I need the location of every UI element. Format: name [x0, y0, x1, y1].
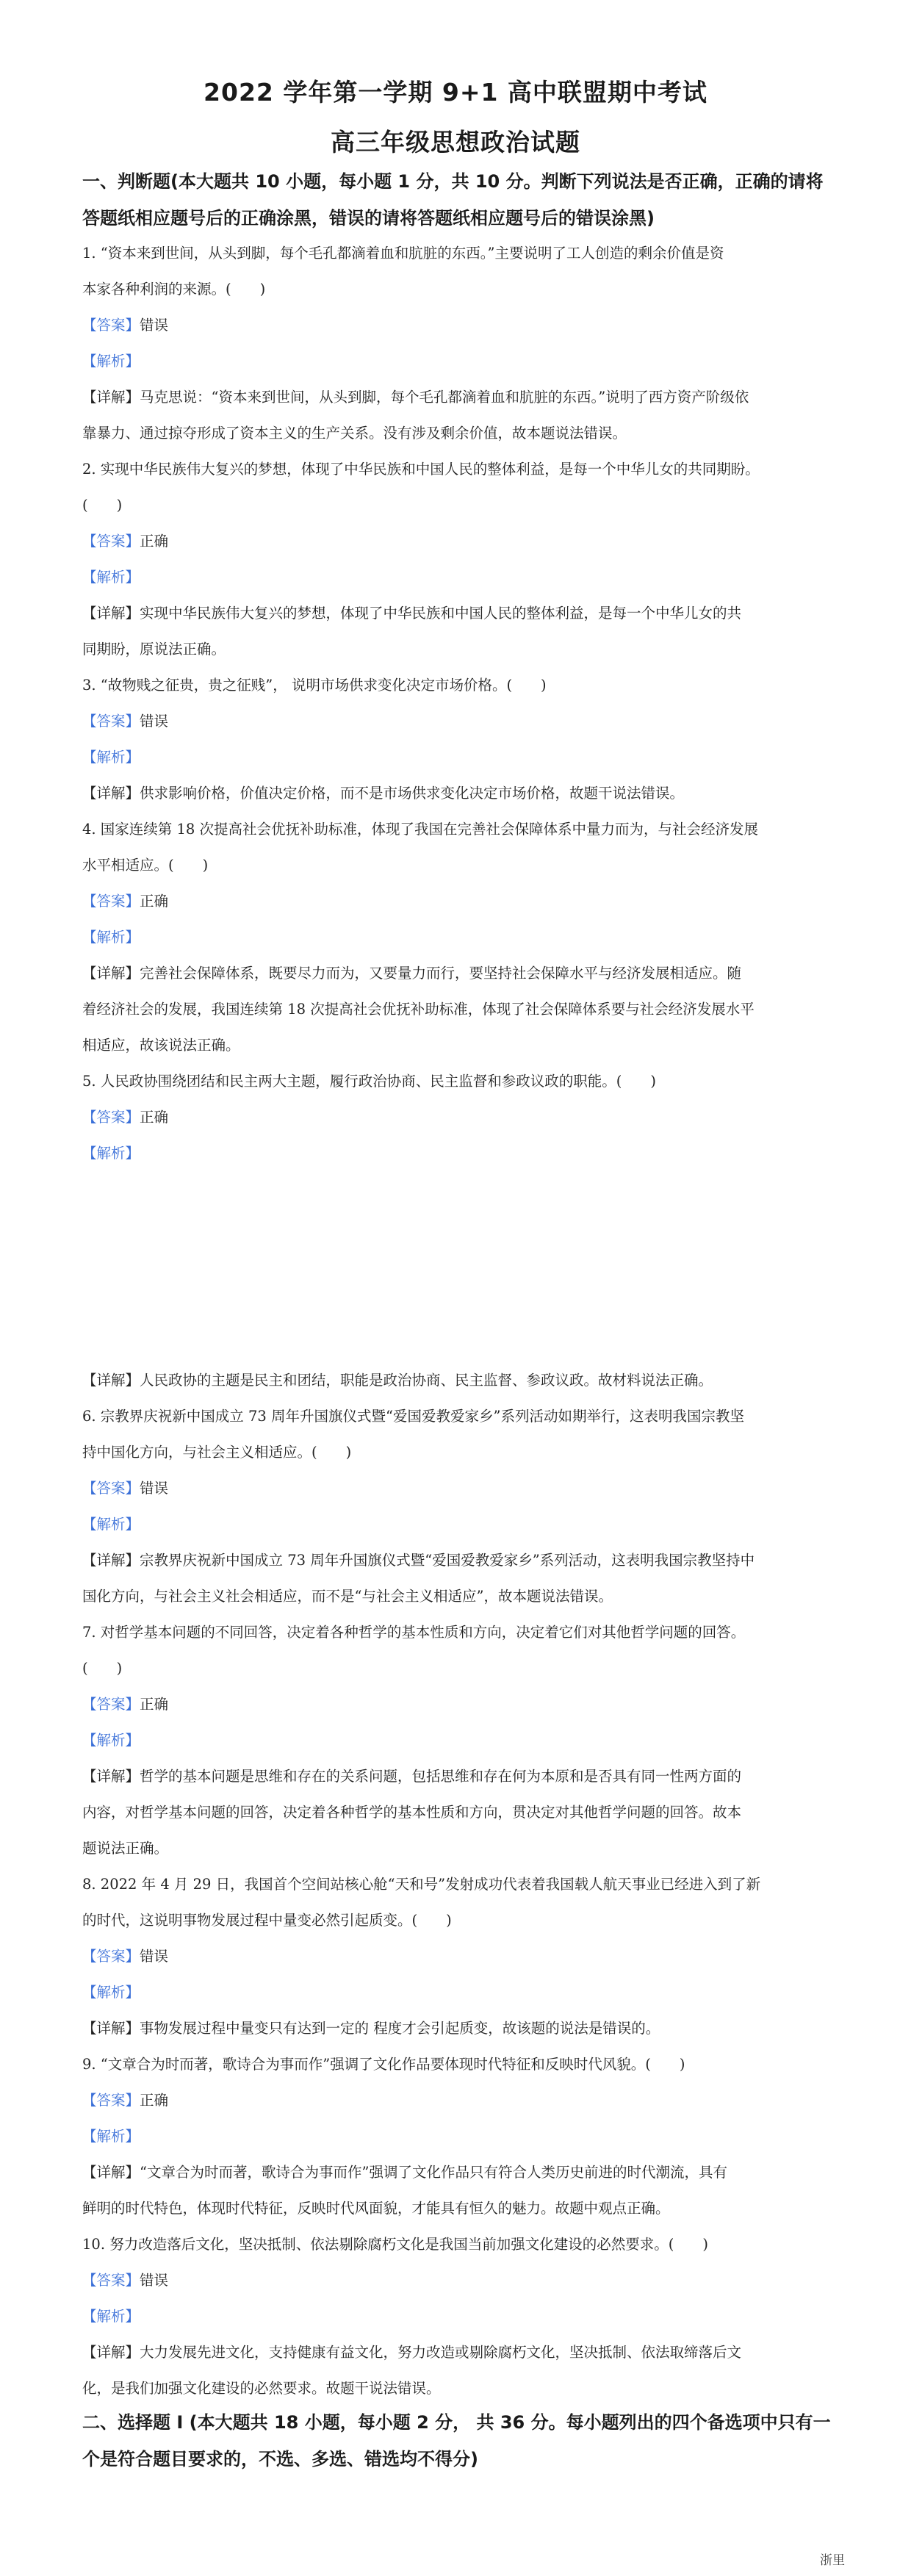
question-4-answer — [82, 891, 846, 913]
detail-text: 哲学的基本问题是思维和存在的关系问题，包括思维和存在何为本原和是否具有同一性两方面的 — [140, 1768, 742, 1785]
question-9-text-1: 9. “文章合为时而著，歌诗合为事而作”强调了文化作品要体现时代特征和反映时代风貌。( ) — [82, 2056, 685, 2073]
question-6-text-1: 6. 宗教界庆祝新中国成立 73 周年升国旗仪式暨“爱国爱教爱家乡”系列活动如期举行，这表明我国宗教坚 — [82, 1408, 744, 1425]
question-2-detail-2: 同期盼，原说法正确。 — [82, 641, 226, 658]
question-10-answer — [82, 2270, 846, 2292]
question-9-detail-2: 鲜明的时代特色，体现时代特征，反映时代风面貌，才能具有恒久的魅力。故题中观点正确。 — [82, 2200, 670, 2217]
answer-value: 正确 — [140, 2092, 169, 2109]
question-7-text-1: 7. 对哲学基本问题的不同回答，决定着各种哲学的基本性质和方向，决定着它们对其他哲学问题的回答。 — [82, 1624, 746, 1641]
question-1-answer — [82, 314, 846, 337]
section-1-heading — [82, 163, 839, 237]
answer-label: 【答案】 — [82, 1948, 140, 1965]
question-1-detail-1 — [82, 386, 846, 409]
answer-label: 【答案】 — [82, 1109, 140, 1126]
question-8-text-2: 的时代，这说明事物发展过程中量变必然引起质变。( ) — [82, 1912, 452, 1929]
section-2-heading-line2: 个是符合题目要求的，不选、多选、错选均不得分) — [82, 2449, 478, 2469]
answer-value: 正确 — [140, 893, 169, 910]
detail-text: “文章合为时而著，歌诗合为事而作”强调了文化作品只有符合人类历史前进的时代潮流，具有 — [140, 2164, 727, 2181]
question-3-text-1: 3. “故物贱之征贵，贵之征贱”， 说明市场供求变化决定市场价格。( ) — [82, 677, 547, 694]
section-1-heading-line1: 一、判断题(本大题共 10 小题，每小题 1 分，共 10 分。判断下列说法是否正确，正确的请将 — [82, 171, 824, 192]
section-2-heading-line1: 二、选择题 I (本大题共 18 小题，每小题 2 分， 共 36 分。每小题列出的四个备选项中只有一 — [82, 2412, 831, 2433]
answer-value: 错误 — [140, 1948, 169, 1965]
question-2-analysis-label: 【解析】 — [82, 569, 140, 586]
question-3-detail-1 — [82, 782, 846, 805]
detail-text: 宗教界庆祝新中国成立 73 周年升国旗仪式暨“爱国爱教爱家乡”系列活动，这表明我国宗教坚持中 — [140, 1552, 755, 1569]
question-8-detail-1 — [82, 2018, 846, 2040]
detail-text: 事物发展过程中量变只有达到一定的 程度才会引起质变，故该题的说法是错误的。 — [140, 2020, 660, 2037]
question-4-detail-1 — [82, 963, 846, 985]
answer-value: 正确 — [140, 1696, 169, 1713]
question-7-text-2: ( ) — [82, 1660, 123, 1677]
question-10-detail-1 — [82, 2342, 846, 2364]
question-4-analysis-label: 【解析】 — [82, 929, 140, 946]
detail-label: 【详解】 — [82, 2164, 140, 2181]
question-1-text-2: 本家各种利润的来源。( ) — [82, 281, 266, 298]
detail-text: 马克思说：“资本来到世间，从头到脚，每个毛孔都滴着血和肮脏的东西。”说明了西方资产阶级依 — [140, 389, 749, 406]
answer-label: 【答案】 — [82, 2092, 140, 2109]
footer-watermark-text: 浙里 — [820, 2553, 845, 2568]
answer-label: 【答案】 — [82, 317, 140, 334]
detail-label: 【详解】 — [82, 785, 140, 802]
question-2-detail-1 — [82, 602, 846, 625]
answer-label: 【答案】 — [82, 893, 140, 910]
answer-label: 【答案】 — [82, 713, 140, 730]
detail-label: 【详解】 — [82, 2344, 140, 2361]
question-1-analysis-label: 【解析】 — [82, 353, 140, 370]
question-2-answer — [82, 530, 846, 553]
question-6-detail-2: 国化方向，与社会主义社会相适应，而不是“与社会主义相适应”，故本题说法错误。 — [82, 1588, 613, 1605]
question-9-detail-1 — [82, 2162, 846, 2184]
detail-text: 大力发展先进文化，支持健康有益文化，努力改造或剔除腐朽文化，坚决抵制、依法取缔落后文 — [140, 2344, 742, 2361]
question-7-analysis-label: 【解析】 — [82, 1732, 140, 1749]
answer-value: 错误 — [140, 713, 169, 730]
question-9-answer — [82, 2090, 846, 2112]
question-8-text-1: 8. 2022 年 4 月 29 日，我国首个空间站核心舱“天和号”发射成功代表着我国载人航天事业已经进入到了新 — [82, 1876, 761, 1893]
question-7-detail-3: 题说法正确。 — [82, 1840, 169, 1857]
question-2-text-2: ( ) — [82, 497, 123, 514]
answer-label: 【答案】 — [82, 1696, 140, 1713]
answer-label: 【答案】 — [82, 2272, 140, 2289]
answer-value: 错误 — [140, 2272, 169, 2289]
question-9-analysis-label: 【解析】 — [82, 2128, 140, 2145]
question-3-analysis-label: 【解析】 — [82, 749, 140, 766]
question-4-detail-3: 相适应，故该说法正确。 — [82, 1037, 240, 1054]
question-10-analysis-label: 【解析】 — [82, 2308, 140, 2325]
question-8-answer — [82, 1946, 846, 1968]
exam-title: 2022 学年第一学期 9+1 高中联盟期中考试 — [204, 78, 707, 107]
question-1-text-1: 1. “资本来到世间，从头到脚，每个毛孔都滴着血和肮脏的东西。”主要说明了工人创造的剩余价值是资 — [82, 245, 724, 262]
question-4-detail-2: 着经济社会的发展，我国连续第 18 次提高社会优抚补助标准，体现了社会保障体系要与社会经济发展水平 — [82, 1001, 755, 1018]
detail-label: 【详解】 — [82, 965, 140, 982]
answer-value: 错误 — [140, 317, 169, 334]
answer-label: 【答案】 — [82, 1480, 140, 1497]
answer-value: 正确 — [140, 533, 169, 550]
question-5-analysis-label: 【解析】 — [82, 1145, 140, 1162]
detail-text: 完善社会保障体系，既要尽力而为，又要量力而行，要坚持社会保障水平与经济发展相适应。随 — [140, 965, 742, 982]
detail-label: 【详解】 — [82, 605, 140, 622]
question-6-text-2: 持中国化方向，与社会主义相适应。( ) — [82, 1444, 352, 1461]
detail-text: 供求影响价格，价值决定价格，而不是市场供求变化决定市场价格，故题干说法错误。 — [140, 785, 685, 802]
question-6-analysis-label: 【解析】 — [82, 1516, 140, 1533]
question-10-detail-2: 化，是我们加强文化建设的必然要求。故题干说法错误。 — [82, 2380, 441, 2397]
detail-label: 【详解】 — [82, 1372, 140, 1389]
question-6-detail-1 — [82, 1550, 846, 1572]
question-3-answer — [82, 710, 846, 733]
exam-subtitle: 高三年级思想政治试题 — [331, 128, 580, 156]
detail-text: 实现中华民族伟大复兴的梦想，体现了中华民族和中国人民的整体利益，是每一个中华儿女的共 — [140, 605, 742, 622]
detail-label: 【详解】 — [82, 1768, 140, 1785]
question-6-answer — [82, 1478, 846, 1500]
answer-label: 【答案】 — [82, 533, 140, 550]
question-7-detail-1 — [82, 1766, 846, 1788]
answer-value: 错误 — [140, 1480, 169, 1497]
question-2-text-1: 2. 实现中华民族伟大复兴的梦想，体现了中华民族和中国人民的整体利益，是每一个中华儿女的共同期盼。 — [82, 461, 760, 478]
question-5-text-1: 5. 人民政协围绕团结和民主两大主题，履行政治协商、民主监督和参政议政的职能。( ) — [82, 1073, 657, 1090]
question-7-answer — [82, 1694, 846, 1716]
answer-value: 正确 — [140, 1109, 169, 1126]
question-5-detail-1 — [82, 1370, 846, 1392]
question-7-detail-2: 内容，对哲学基本问题的回答，决定着各种哲学的基本性质和方向，贯决定对其他哲学问题的回答。故本 — [82, 1804, 742, 1821]
detail-label: 【详解】 — [82, 2020, 140, 2037]
section-2-heading — [82, 2404, 839, 2478]
question-5-answer — [82, 1107, 846, 1129]
question-4-text-2: 水平相适应。( ) — [82, 857, 209, 874]
question-1-detail-2: 靠暴力、通过掠夺形成了资本主义的生产关系。没有涉及剩余价值，故本题说法错误。 — [82, 425, 627, 442]
detail-label: 【详解】 — [82, 389, 140, 406]
question-8-analysis-label: 【解析】 — [82, 1984, 140, 2001]
detail-label: 【详解】 — [82, 1552, 140, 1569]
section-1-heading-line2: 答题纸相应题号后的正确涂黑，错误的请将答题纸相应题号后的错误涂黑) — [82, 208, 655, 229]
question-10-text-1: 10. 努力改造落后文化，坚决抵制、依法剔除腐朽文化是我国当前加强文化建设的必然要求。( ) — [82, 2236, 708, 2253]
question-4-text-1: 4. 国家连续第 18 次提高社会优抚补助标准，体现了我国在完善社会保障体系中量力而为，与社会经济发展 — [82, 821, 759, 838]
detail-text: 人民政协的主题是民主和团结，职能是政治协商、民主监督、参政议政。故材料说法正确。 — [140, 1372, 713, 1389]
